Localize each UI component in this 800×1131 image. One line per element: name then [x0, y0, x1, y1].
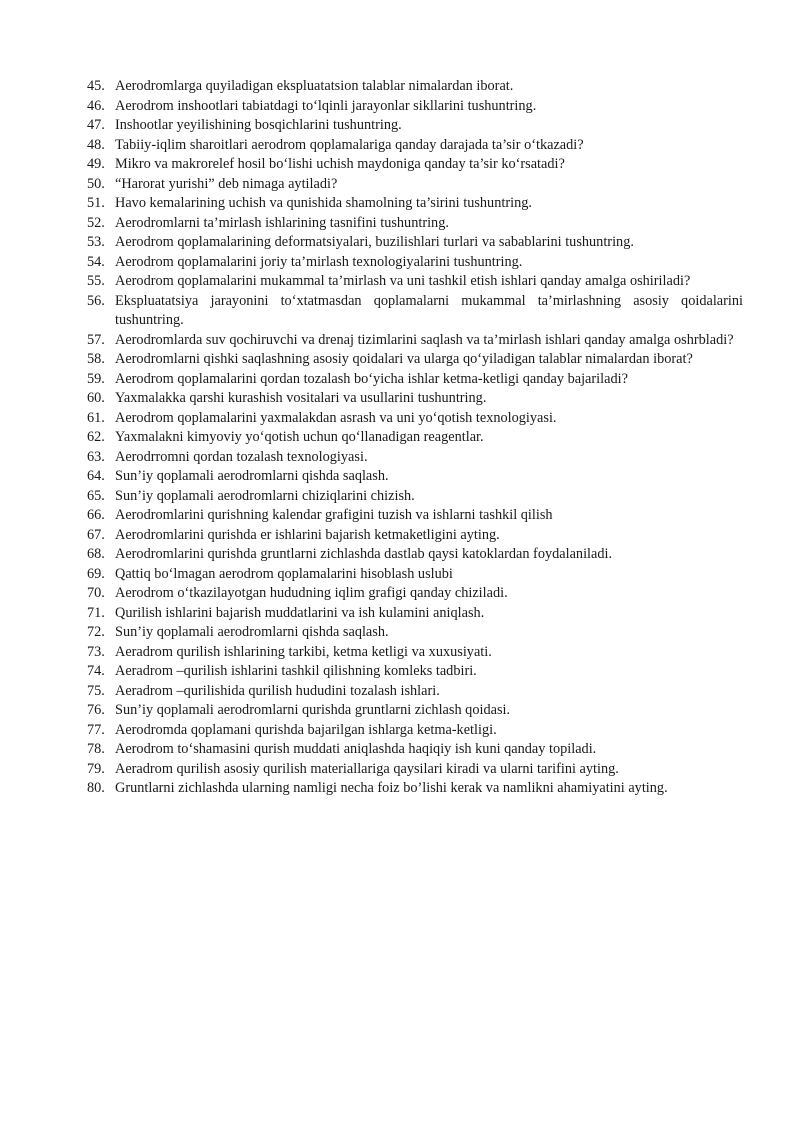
item-number: 50. — [87, 175, 105, 192]
item-text: Aerodromlarni ta’mirlash ishlarining tasnifini tushuntring. — [115, 214, 449, 231]
item-text: Qattiq bo‘lmagan aerodrom qoplamalarini hisoblash uslubi — [115, 565, 453, 582]
list-item — [87, 467, 743, 487]
item-text: Aeradrom –qurilishida qurilish hududini tozalash ishlari. — [115, 682, 440, 699]
item-text: Aerodrom qoplamalarini joriy ta’mirlash texnologiyalarini tushuntring. — [115, 253, 523, 270]
item-text: Yaxmalakka qarshi kurashish vositalari va usullarini tushuntring. — [115, 390, 487, 406]
item-number: 69. — [87, 565, 105, 582]
item-number: 67. — [87, 526, 105, 543]
question-list — [87, 77, 743, 799]
item-number: 60. — [87, 390, 105, 406]
list-item — [87, 662, 743, 682]
item-text: “Harorat yurishi” deb nimaga aytiladi? — [115, 175, 338, 192]
item-number: 55. — [87, 273, 105, 289]
item-text: Aerodrom qoplamalarining deformatsiyalari, buzilishlari turlari va sabablarini tushuntring. — [115, 234, 634, 250]
item-number: 59. — [87, 370, 105, 387]
list-item — [87, 175, 743, 195]
item-text: Inshootlar yeyilishining bosqichlarini tushuntring. — [115, 117, 402, 133]
item-text: Tabiiy-iqlim sharoitlari aerodrom qoplamalariga qanday darajada ta’sir o‘tkazadi? — [115, 136, 584, 153]
item-text: Aerodrom qoplamalarini qordan tozalash bo‘yicha ishlar ketma-ketligi qanday bajariladi? — [115, 370, 628, 387]
item-number: 49. — [87, 156, 105, 172]
list-item — [87, 233, 743, 253]
item-text: Havo kemalarining uchish va qunishida shamolning ta’sirini tushuntring. — [115, 195, 532, 211]
item-number: 47. — [87, 117, 105, 133]
item-text: Ekspluatatsiya jarayonini to‘xtatmasdan qoplamalarni mukammal ta’mirlashning asosiy qoidalarini tushuntring. — [115, 292, 743, 328]
item-text: Aerodromda qoplamani qurishda bajarilgan ishlarga ketma-ketligi. — [115, 721, 497, 738]
item-number: 58. — [87, 351, 105, 367]
list-item — [87, 604, 743, 624]
list-item — [87, 116, 743, 136]
list-item — [87, 701, 743, 721]
list-item — [87, 487, 743, 507]
item-number: 75. — [87, 682, 105, 699]
item-number: 80. — [87, 780, 105, 796]
list-item — [87, 545, 743, 565]
item-number: 68. — [87, 546, 105, 562]
list-item — [87, 565, 743, 585]
item-text: Aerodromlarini qurishda er ishlarini bajarish ketmaketligini ayting. — [115, 526, 500, 543]
list-item — [87, 155, 743, 175]
item-text: Sun’iy qoplamali aerodromlarni qishda saqlash. — [115, 468, 389, 484]
item-number: 79. — [87, 760, 105, 777]
item-number: 45. — [87, 78, 105, 94]
list-item — [87, 448, 743, 468]
item-number: 57. — [87, 331, 105, 348]
list-item — [87, 272, 743, 292]
item-text: Aerodrom o‘tkazilayotgan hududning iqlim grafigi qanday chiziladi. — [115, 585, 508, 601]
list-item — [87, 409, 743, 429]
list-item — [87, 194, 743, 214]
item-number: 74. — [87, 663, 105, 679]
item-text: Aerodromlarni qishki saqlashning asosiy qoidalari va ularga qo‘yiladigan talablar nimalardan iborat? — [115, 351, 693, 367]
item-text: Aerodrom qoplamalarini yaxmalakdan asrash va uni yo‘qotish texnologiyasi. — [115, 409, 557, 426]
list-item — [87, 682, 743, 702]
list-item — [87, 760, 743, 780]
item-number: 66. — [87, 507, 105, 523]
list-item — [87, 136, 743, 156]
item-text: Aerodromlarini qurishda gruntlarni zichlashda dastlab qaysi katoklardan foydalaniladi. — [115, 546, 613, 562]
item-text: Yaxmalakni kimyoviy yo‘qotish uchun qo‘llanadigan reagentlar. — [115, 429, 484, 445]
item-number: 64. — [87, 468, 105, 484]
item-number: 54. — [87, 253, 105, 270]
item-text: Aeradrom qurilish ishlarining tarkibi, ketma ketligi va xuxusiyati. — [115, 643, 492, 660]
item-text: Aerodromlarda suv qochiruvchi va drenaj tizimlarini saqlash va ta’mirlash ishlari qanday amalga oshrbladi? — [115, 331, 734, 348]
item-text: Aerodrom qoplamalarini mukammal ta’mirlash va uni tashkil etish ishlari qanday amalga oshiriladi? — [115, 273, 691, 289]
list-item — [87, 740, 743, 760]
list-item — [87, 77, 743, 97]
item-text: Aerodromlarini qurishning kalendar grafigini tuzish va ishlarni tashkil qilish — [115, 507, 553, 523]
item-text: Sun’iy qoplamali aerodromlarni qishda saqlash. — [115, 624, 389, 640]
item-text: Aerodrom to‘shamasini qurish muddati aniqlashda haqiqiy ish kuni qanday topiladi. — [115, 741, 597, 757]
item-number: 72. — [87, 624, 105, 640]
item-number: 73. — [87, 643, 105, 660]
item-number: 71. — [87, 604, 105, 621]
list-item — [87, 779, 743, 799]
list-item — [87, 370, 743, 390]
list-item — [87, 643, 743, 663]
list-item — [87, 253, 743, 273]
item-text: Aeradrom qurilish asosiy qurilish materiallariga qaysilari kiradi va ularni tarifini ayting. — [115, 760, 619, 777]
item-number: 63. — [87, 448, 105, 465]
item-number: 48. — [87, 136, 105, 153]
item-text: Sun’iy qoplamali aerodromlarni chiziqlarini chizish. — [115, 487, 415, 504]
item-number: 77. — [87, 721, 105, 738]
list-item — [87, 428, 743, 448]
item-text: Mikro va makrorelef hosil bo‘lishi uchish maydoniga qanday ta’sir ko‘rsatadi? — [115, 156, 565, 172]
list-item — [87, 214, 743, 234]
item-number: 46. — [87, 97, 105, 114]
item-number: 51. — [87, 195, 105, 211]
item-text: Aeradrom –qurilish ishlarini tashkil qilishning komleks tadbiri. — [115, 663, 477, 679]
item-number: 76. — [87, 702, 105, 718]
list-item — [87, 389, 743, 409]
list-item — [87, 97, 743, 117]
list-item — [87, 623, 743, 643]
list-item — [87, 292, 743, 331]
list-item — [87, 506, 743, 526]
item-number: 70. — [87, 585, 105, 601]
item-number: 52. — [87, 214, 105, 231]
item-text: Qurilish ishlarini bajarish muddatlarini va ish kulamini aniqlash. — [115, 604, 485, 621]
item-text: Aerodromlarga quyiladigan ekspluatatsion talablar nimalardan iborat. — [115, 78, 514, 94]
item-text: Aerodrom inshootlari tabiatdagi to‘lqinli jarayonlar sikllarini tushuntring. — [115, 97, 537, 114]
item-number: 78. — [87, 741, 105, 757]
item-number: 65. — [87, 487, 105, 504]
list-item — [87, 526, 743, 546]
list-item — [87, 584, 743, 604]
item-text: Sun’iy qoplamali aerodromlarni qurishda gruntlarni zichlash qoidasi. — [115, 702, 511, 718]
item-text: Aerodrromni qordan tozalash texnologiyasi. — [115, 448, 368, 465]
item-number: 56. — [87, 292, 105, 309]
list-item — [87, 721, 743, 741]
item-number: 62. — [87, 429, 105, 445]
list-item — [87, 350, 743, 370]
list-item — [87, 331, 743, 351]
item-text: Gruntlarni zichlashda ularning namligi necha foiz bo’lishi kerak va namlikni ahamiyatini ayting. — [115, 780, 668, 796]
item-number: 53. — [87, 234, 105, 250]
item-number: 61. — [87, 409, 105, 426]
